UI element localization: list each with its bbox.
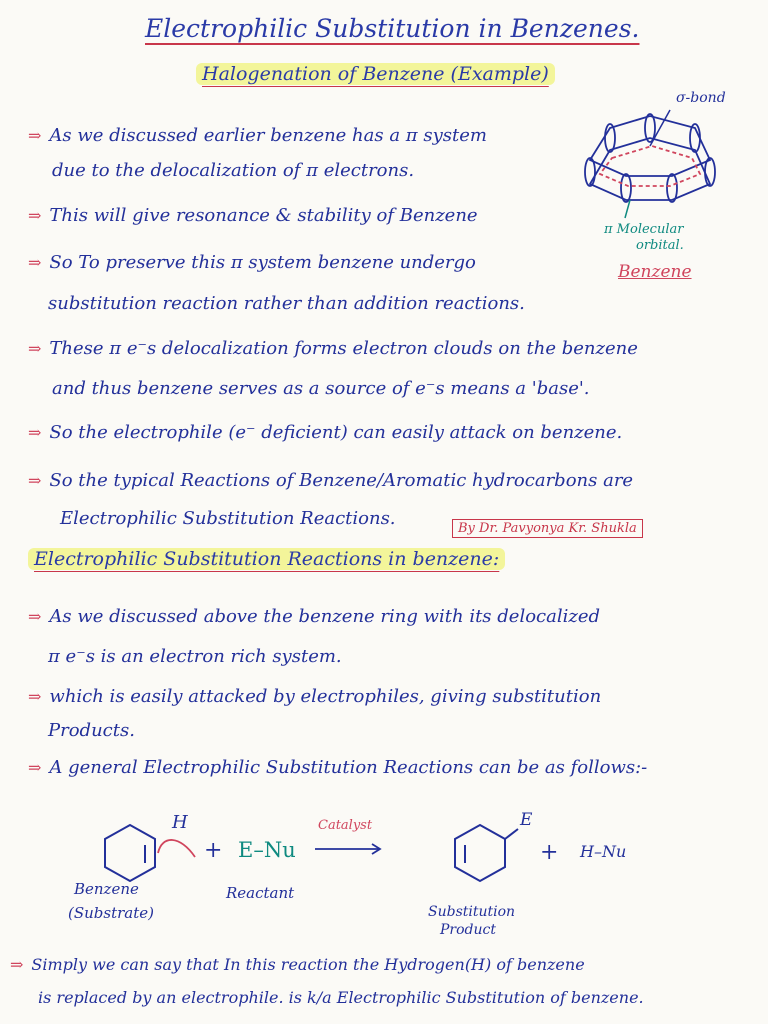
plus-sign-1: + [204, 838, 223, 863]
line-11: ⇒ As we discussed above the benzene ring with its delocalized [28, 606, 601, 627]
benzene-label: Benzene [74, 880, 139, 898]
page-subtitle: Halogenation of Benzene (Example) [196, 63, 555, 85]
attack-arrow [158, 840, 195, 857]
pi-orbital-label-2: orbital. [636, 238, 684, 253]
plus-sign-2: + [540, 840, 559, 865]
page-title: Electrophilic Substitution in Benzenes. [145, 14, 640, 43]
line-6: ⇒ These π e⁻s delocalization forms electron clouds on the benzene [28, 338, 638, 359]
reactant-label: Reactant [226, 884, 295, 902]
line-13: ⇒ which is easily attacked by electrophiles, giving substitution [28, 686, 602, 707]
hydrogen-label: H [172, 812, 188, 833]
footer-line-1: ⇒ Simply we can say that In this reaction the Hydrogen(H) of benzene [10, 955, 585, 974]
line-10: Electrophilic Substitution Reactions. [60, 508, 396, 529]
pi-orbital-label-1: π Molecular [604, 222, 684, 237]
benzene-orbital-diagram [570, 88, 760, 288]
line-9: ⇒ So the typical Reactions of Benzene/Aromatic hydrocarbons are [28, 470, 634, 491]
sigma-bond-label: σ-bond [676, 90, 726, 106]
catalyst-label: Catalyst [318, 818, 373, 833]
benzene-ring-reactant [105, 825, 155, 881]
sigma-bond-ring [600, 146, 700, 186]
line-1: ⇒ As we discussed earlier benzene has a π system [28, 125, 487, 146]
line-2: due to the delocalization of π electrons. [52, 160, 415, 181]
line-5: substitution reaction rather than addition reactions. [48, 293, 525, 314]
line-14: Products. [48, 720, 135, 741]
footer-line-2: is replaced by an electrophile. is k/a Electrophilic Substitution of benzene. [38, 988, 644, 1007]
line-12: π e⁻s is an electron rich system. [48, 646, 342, 667]
line-15: ⇒ A general Electrophilic Substitution Reactions can be as follows:- [28, 757, 648, 778]
author-credit: By Dr. Pavyonya Kr. Shukla [452, 519, 643, 538]
substrate-label: (Substrate) [68, 904, 154, 922]
reagent-label: E–Nu [238, 838, 296, 862]
benzene-ring-product [455, 825, 505, 881]
product-label-1: Substitution [428, 904, 516, 920]
electrophile-label: E [520, 810, 533, 830]
section-title: Electrophilic Substitution Reactions in benzene: [28, 548, 505, 570]
line-3: ⇒ This will give resonance & stability of Benzene [28, 205, 478, 226]
diagram-caption: Benzene [618, 262, 692, 282]
line-4: ⇒ So To preserve this π system benzene undergo [28, 252, 476, 273]
byproduct-label: H–Nu [580, 842, 627, 861]
line-7: and thus benzene serves as a source of e⁻s means a 'base'. [52, 378, 590, 399]
orbital-hexagon [585, 114, 715, 202]
product-label-2: Product [440, 922, 496, 938]
line-8: ⇒ So the electrophile (e⁻ deficient) can easily attack on benzene. [28, 422, 623, 443]
